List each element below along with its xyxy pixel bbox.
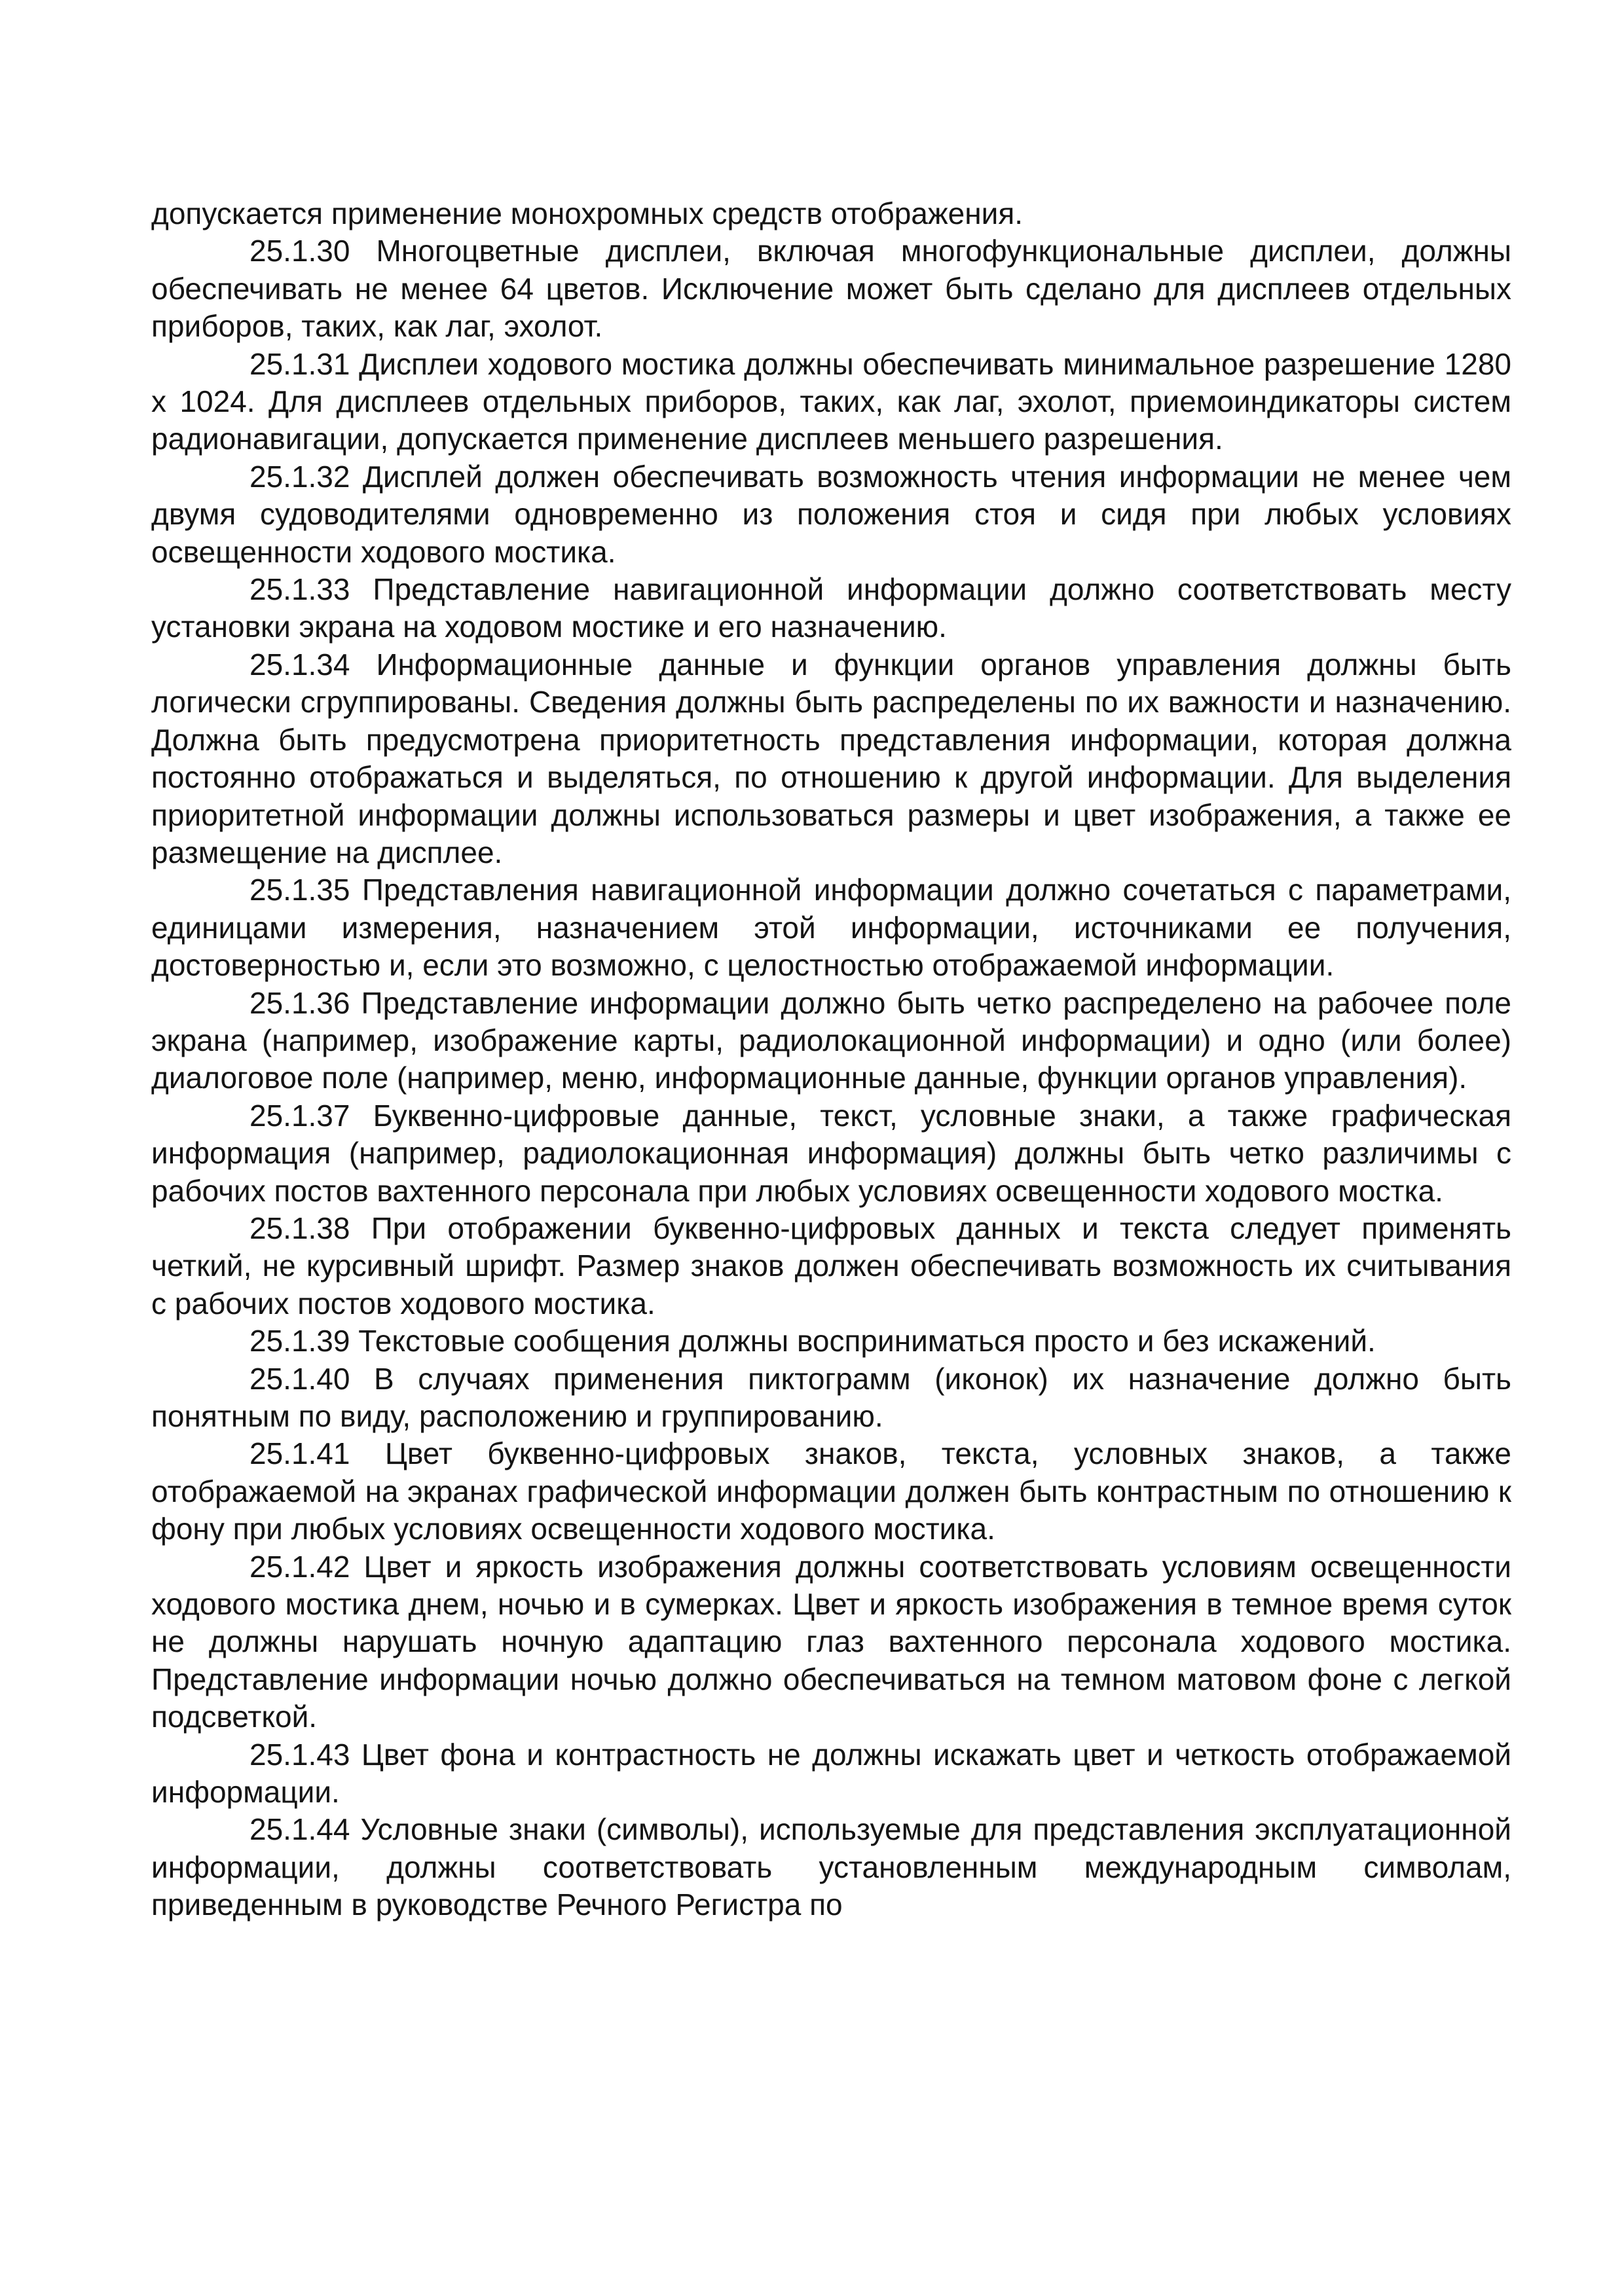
lead-line: допускается применение монохромных средств отображения.: [151, 196, 1024, 230]
paragraph-25-1-38: 25.1.38 При отображении буквенно-цифровых данных и текста следует применять четкий, не курсивный шрифт. Размер знаков должен обеспечивать возможность их считывания с рабочих постов ходового мостика.: [151, 1211, 1511, 1321]
body-text: [151, 195, 1511, 1924]
paragraph-25-1-31: 25.1.31 Дисплеи ходового мостика должны обеспечивать минимальное разрешение 1280 x 1024. Для дисплеев отдельных приборов, таких, как лаг, эхолот, приемоиндикаторы систем радионавигации, допускается применение дисплеев меньшего разрешения.: [151, 346, 1511, 456]
paragraph-25-1-43: 25.1.43 Цвет фона и контрастность не должны искажать цвет и четкость отображаемой информации.: [151, 1737, 1511, 1810]
paragraph-25-1-32: 25.1.32 Дисплей должен обеспечивать возможность чтения информации не менее чем двумя судоводителями одновременно из положения стоя и сидя при любых условиях освещенности ходового мостика.: [151, 459, 1511, 569]
paragraph-25-1-42: 25.1.42 Цвет и яркость изображения должны соответствовать условиям освещенности ходового мостика днем, ночью и в сумерках. Цвет и яркость изображения в темное время суток не должны нарушать ночную адаптацию глаз вахтенного персонала ходового мостика. Представление информации ночью должно обеспечиваться на темном матовом фоне с легкой подсветкой.: [151, 1549, 1511, 1734]
paragraph-25-1-34: 25.1.34 Информационные данные и функции органов управления должны быть логически сгруппированы. Сведения должны быть распределены по их важности и назначению. Должна быть предусмотрена приоритетность представления информации, которая должна постоянно отображаться и выделяться, по отношению к другой информации. Для выделения приоритетной информации должны использоваться размеры и цвет изображения, а также ее размещение на дисплее.: [151, 647, 1511, 869]
paragraph-25-1-41: 25.1.41 Цвет буквенно-цифровых знаков, текста, условных знаков, а также отображаемой на экранах графической информации должен быть контрастным по отношению к фону при любых условиях освещенности ходового мостика.: [151, 1436, 1511, 1546]
paragraph-25-1-30: 25.1.30 Многоцветные дисплеи, включая многофункциональные дисплеи, должны обеспечивать не менее 64 цветов. Исключение может быть сделано для дисплеев отдельных приборов, таких, как лаг, эхолот.: [151, 234, 1511, 344]
paragraph-25-1-39: 25.1.39 Текстовые сообщения должны восприниматься просто и без искажений.: [249, 1324, 1376, 1358]
paragraph-25-1-37: 25.1.37 Буквенно-цифровые данные, текст, условные знаки, а также графическая информация (например, радиолокационная информация) должны быть четко различимы с рабочих постов вахтенного персонала при любых условиях освещенности ходового мостка.: [151, 1098, 1511, 1208]
paragraph-25-1-40: 25.1.40 В случаях применения пиктограмм (иконок) их назначение должно быть понятным по виду, расположению и группированию.: [151, 1361, 1511, 1433]
paragraph-25-1-44: 25.1.44 Условные знаки (символы), используемые для представления эксплуатационной информации, должны соответствовать установленным международным символам, приведенным в руководстве Речного Регистра по: [151, 1812, 1511, 1922]
paragraph-25-1-33: 25.1.33 Представление навигационной информации должно соответствовать месту установки экрана на ходовом мостике и его назначению.: [151, 572, 1511, 644]
paragraph-25-1-35: 25.1.35 Представления навигационной информации должно сочетаться с параметрами, единицами измерения, назначением этой информации, источниками ее получения, достоверностью и, если это возможно, с целостностью отображаемой информации.: [151, 873, 1511, 983]
paragraph-25-1-36: 25.1.36 Представление информации должно быть четко распределено на рабочее поле экрана (например, изображение карты, радиолокационной информации) и одно (или более) диалоговое поле (например, меню, информационные данные, функции органов управления).: [151, 985, 1511, 1095]
